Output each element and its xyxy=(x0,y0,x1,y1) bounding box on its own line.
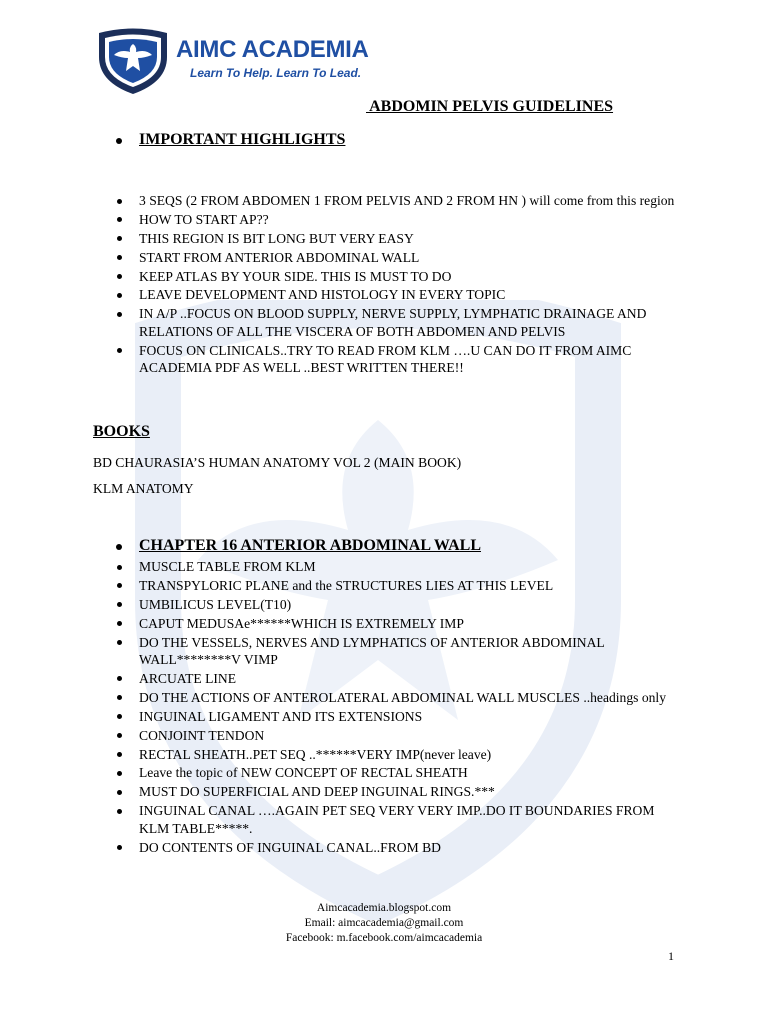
list-item: CAPUT MEDUSAe******WHICH IS EXTREMELY IMP xyxy=(139,615,679,633)
list-item: THIS REGION IS BIT LONG BUT VERY EASY xyxy=(139,230,679,248)
chapter-items-list xyxy=(139,558,679,857)
list-item: LEAVE DEVELOPMENT AND HISTOLOGY IN EVERY TOPIC xyxy=(139,286,679,304)
list-item: INGUINAL LIGAMENT AND ITS EXTENSIONS xyxy=(139,708,679,726)
list-item: UMBILICUS LEVEL(T10) xyxy=(139,596,679,614)
list-item: START FROM ANTERIOR ABDOMINAL WALL xyxy=(139,249,679,267)
list-item: INGUINAL CANAL ….AGAIN PET SEQ VERY VERY IMP..DO IT BOUNDARIES FROM KLM TABLE*****. xyxy=(139,802,679,837)
page-number: 1 xyxy=(668,949,674,963)
list-item: ARCUATE LINE xyxy=(139,670,679,688)
document-title: ABDOMIN PELVIS GUIDELINES xyxy=(366,98,614,115)
list-item: MUST DO SUPERFICIAL AND DEEP INGUINAL RINGS.*** xyxy=(139,783,679,801)
bullet-icon xyxy=(116,544,122,550)
list-item: Leave the topic of NEW CONCEPT OF RECTAL SHEATH xyxy=(139,764,679,782)
bullet-icon xyxy=(116,138,122,144)
chapter-heading-text: CHAPTER 16 ANTERIOR ABDOMINAL WALL xyxy=(139,537,481,554)
list-item: DO THE ACTIONS OF ANTEROLATERAL ABDOMINAL WALL MUSCLES ..headings only xyxy=(139,689,679,707)
brand-name: AIMC ACADEMIA xyxy=(176,36,369,63)
book-item: BD CHAURASIA’S HUMAN ANATOMY VOL 2 (MAIN BOOK) xyxy=(93,455,462,470)
list-item: KEEP ATLAS BY YOUR SIDE. THIS IS MUST TO DO xyxy=(139,268,679,286)
list-item: FOCUS ON CLINICALS..TRY TO READ FROM KLM ….U CAN DO IT FROM AIMC ACADEMIA PDF AS WELL ..BEST WRITTEN THERE!! xyxy=(139,342,679,377)
list-item: TRANSPYLORIC PLANE and the STRUCTURES LIES AT THIS LEVEL xyxy=(139,577,679,595)
chapter-heading xyxy=(139,537,481,555)
list-item: DO CONTENTS OF INGUINAL CANAL..FROM BD xyxy=(139,839,679,857)
footer-blog-link[interactable]: Aimcacademia.blogspot.com xyxy=(316,902,452,914)
page-footer xyxy=(234,901,534,946)
list-item: DO THE VESSELS, NERVES AND LYMPHATICS OF ANTERIOR ABDOMINAL WALL********V VIMP xyxy=(139,634,679,669)
list-item: RECTAL SHEATH..PET SEQ ..******VERY IMP(never leave) xyxy=(139,746,679,764)
footer-email[interactable]: Email: aimcacademia@gmail.com xyxy=(304,917,464,929)
highlights-heading xyxy=(139,131,345,149)
brand-tagline: Learn To Help. Learn To Lead. xyxy=(190,66,362,80)
list-item: CONJOINT TENDON xyxy=(139,727,679,745)
books-heading: BOOKS xyxy=(93,423,150,440)
list-item: IN A/P ..FOCUS ON BLOOD SUPPLY, NERVE SUPPLY, LYMPHATIC DRAINAGE AND RELATIONS OF ALL THE VISCERA OF BOTH ABDOMEN AND PELVIS xyxy=(139,305,679,340)
footer-facebook[interactable]: Facebook: m.facebook.com/aimcacademia xyxy=(285,932,483,944)
highlights-list xyxy=(139,192,679,378)
list-item: HOW TO START AP?? xyxy=(139,211,679,229)
aimc-shield-logo-icon xyxy=(96,27,170,95)
list-item: 3 SEQS (2 FROM ABDOMEN 1 FROM PELVIS AND 2 FROM HN ) will come from this region xyxy=(139,192,679,210)
book-item: KLM ANATOMY xyxy=(93,481,194,496)
list-item: MUSCLE TABLE FROM KLM xyxy=(139,558,679,576)
highlights-heading-text: IMPORTANT HIGHLIGHTS xyxy=(139,131,346,148)
